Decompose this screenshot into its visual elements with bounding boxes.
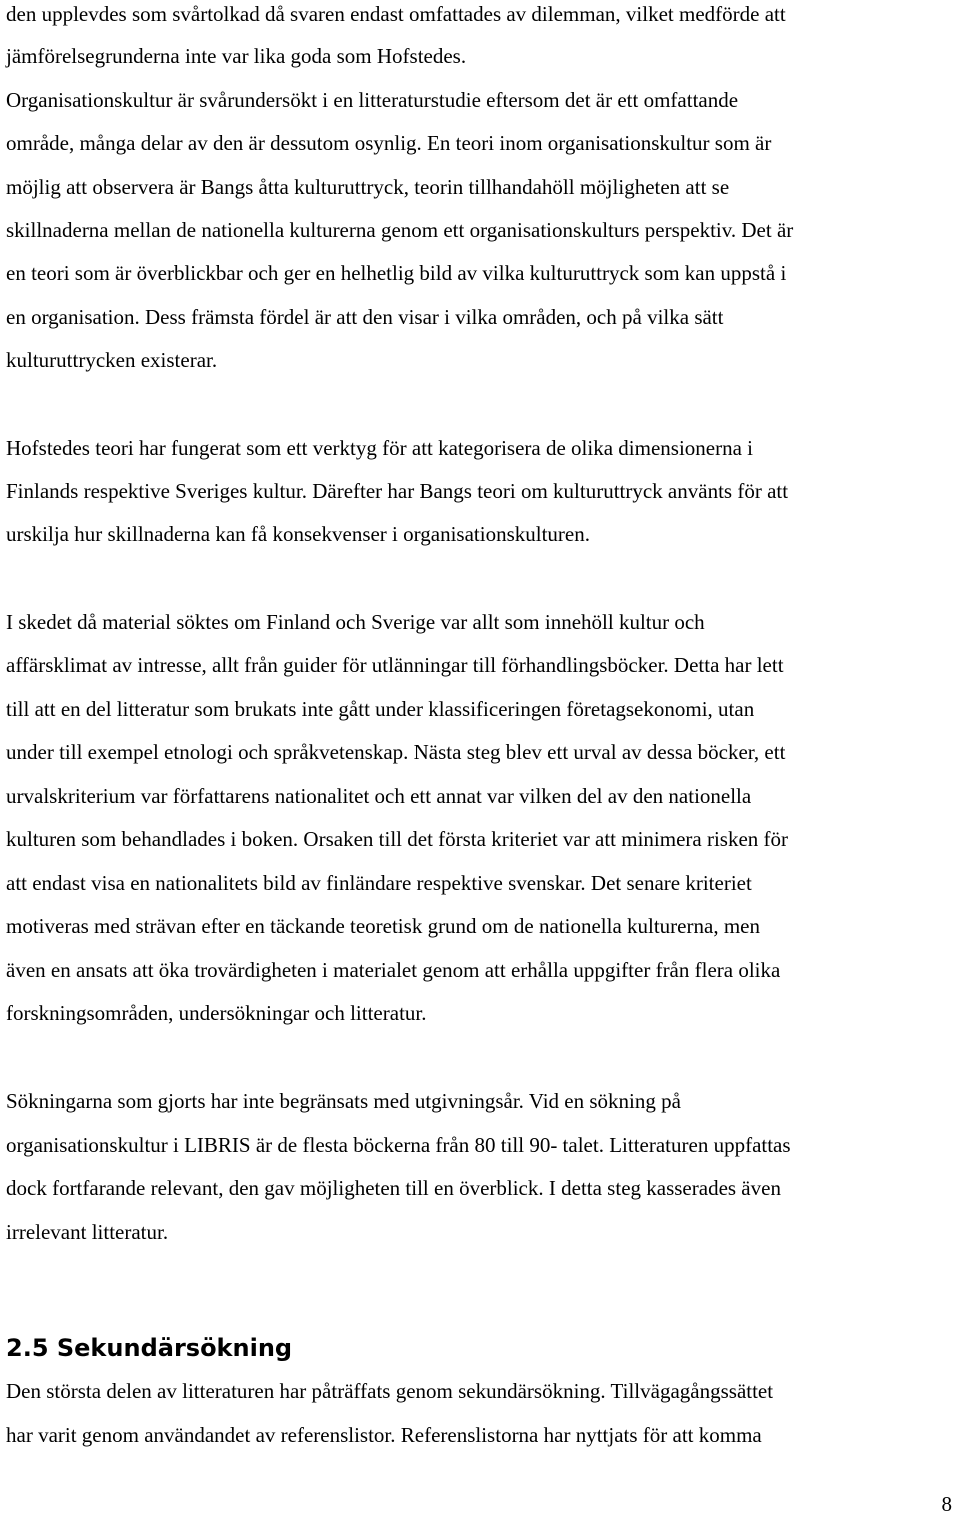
text-line: en teori som är överblickbar och ger en helhetlig bild av vilka kulturuttryck som kan uppstå i	[6, 261, 787, 285]
text-line: irrelevant litteratur.	[6, 1220, 169, 1244]
text-line: organisationskultur i LIBRIS är de flesta böckerna från 80 till 90- talet. Litteraturen uppfattas	[6, 1133, 791, 1157]
text-line: område, många delar av den är dessutom osynlig. En teori inom organisationskultur som är	[6, 131, 772, 155]
text-line: till att en del litteratur som brukats inte gått under klassificeringen företagsekonomi, utan	[6, 697, 755, 721]
text-line: Den största delen av litteraturen har påträffats genom sekundärsökning. Tillvägagångssättet	[6, 1379, 774, 1403]
section-heading: 2.5 Sekundärsökning	[6, 1334, 293, 1362]
text-line: har varit genom användandet av referenslistor. Referenslistorna har nyttjats för att komma	[6, 1423, 762, 1447]
text-line: Finlands respektive Sveriges kultur. Därefter har Bangs teori om kulturuttryck använts för att	[6, 479, 789, 503]
text-line: I skedet då material söktes om Finland och Sverige var allt som innehöll kultur och	[6, 610, 705, 634]
text-line: en organisation. Dess främsta fördel är att den visar i vilka områden, och på vilka sätt	[6, 305, 724, 329]
text-line: affärsklimat av intresse, allt från guider för utlänningar till förhandlingsböcker. Detta har lett	[6, 653, 784, 677]
text-line: möjlig att observera är Bangs åtta kulturuttryck, teorin tillhandahöll möjligheten att se	[6, 175, 730, 199]
text-line: att endast visa en nationalitets bild av finländare respektive svenskar. Det senare kriteriet	[6, 871, 752, 895]
page-number: 8	[941, 1492, 952, 1516]
text-line: motiveras med strävan efter en täckande teoretisk grund om de nationella kulturerna, men	[6, 914, 760, 938]
text-line: under till exempel etnologi och språkvetenskap. Nästa steg blev ett urval av dessa böcker, ett	[6, 740, 786, 764]
text-line: Hofstedes teori har fungerat som ett verktyg för att kategorisera de olika dimensionerna i	[6, 436, 753, 460]
text-line: kulturuttrycken existerar.	[6, 348, 218, 372]
text-line: kulturen som behandlades i boken. Orsaken till det första kriteriet var att minimera risken för	[6, 827, 789, 851]
text-line: Sökningarna som gjorts har inte begränsats med utgivningsår. Vid en sökning på	[6, 1089, 681, 1113]
text-line: dock fortfarande relevant, den gav möjligheten till en överblick. I detta steg kasserades även	[6, 1176, 781, 1200]
text-line: forskningsområden, undersökningar och litteratur.	[6, 1001, 427, 1025]
text-line: urvalskriterium var författarens nationalitet och ett annat var vilken del av den nationella	[6, 784, 752, 808]
text-line: även en ansats att öka trovärdigheten i materialet genom att erhålla uppgifter från flera olika	[6, 958, 781, 982]
text-line: den upplevdes som svårtolkad då svaren endast omfattades av dilemman, vilket medförde att	[6, 2, 786, 26]
text-line: Organisationskultur är svårundersökt i en litteraturstudie eftersom det är ett omfattande	[6, 88, 739, 112]
text-line: jämförelsegrunderna inte var lika goda som Hofstedes.	[6, 44, 467, 68]
text-line: urskilja hur skillnaderna kan få konsekvenser i organisationskulturen.	[6, 522, 590, 546]
text-line: skillnaderna mellan de nationella kulturerna genom ett organisationskulturs perspektiv. Det är	[6, 218, 794, 242]
